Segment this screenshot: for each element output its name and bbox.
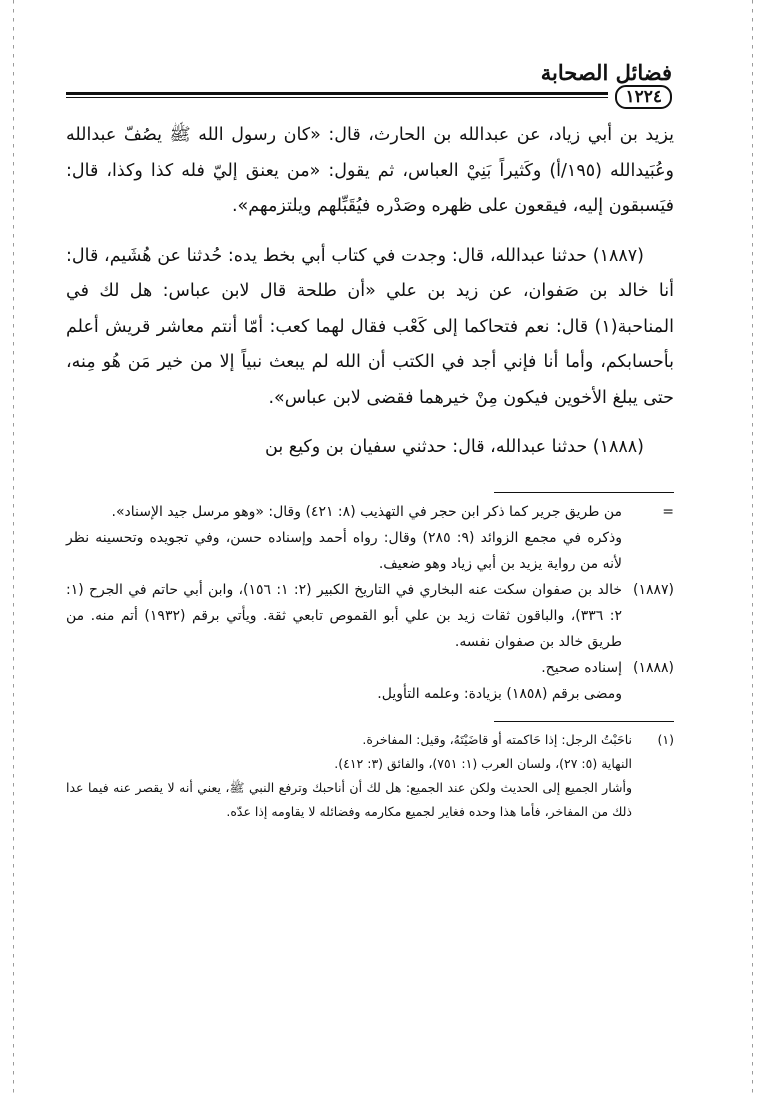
book-page	[66, 56, 674, 824]
notes-separator	[494, 492, 674, 493]
note-key: =	[662, 503, 674, 520]
note-body	[66, 655, 622, 707]
scan-edge-left	[13, 0, 14, 1098]
page-number: ١٢٢٤	[615, 85, 672, 109]
note-line: خالد بن صفوان سكت عنه البخاري في التاريخ الكبير (٢: ١: ١٥٦)، وابن أبي حاتم في الجرح (١: ٢: ٣٣٦)، والباقون ثقات زيد بن علي أبو القموص تابعي ثقة. ويأتي برقم (١٩٣٢) أتم منه. من طريق خالد بن صفوان نفسه.	[66, 581, 622, 650]
note-line: وذكره في مجمع الزوائد (٩: ٢٨٥) وقال: رواه أحمد وإسناده حسن، وفي تجويده وتحسينه نظر لأنه من رواية يزيد بن أبي زياد وهو ضعيف.	[66, 529, 622, 572]
note-1888	[66, 655, 674, 707]
footnote-body	[66, 728, 632, 824]
note-line: من طريق جرير كما ذكر ابن حجر في التهذيب (٨: ٤٢١) وقال: «وهو مرسل جيد الإسناد».	[111, 503, 622, 520]
running-title: فضائل الصحابة	[540, 60, 672, 85]
note-1887	[66, 577, 674, 655]
header-rule-thin	[66, 97, 608, 98]
note-line: ومضى برقم (١٨٥٨) بزيادة: وعلمه التأويل.	[377, 685, 622, 702]
commentary-notes	[66, 499, 674, 707]
footnote-line: ناحَبْتُ الرجل: إذا حَاكمته أو قاضَيْتَهُ، وقيل: المفاخرة.	[362, 731, 632, 747]
header-rule-thick	[66, 92, 608, 95]
footnote-key: (١)	[657, 731, 674, 747]
page-header	[66, 56, 674, 107]
note-key: (١٨٨٧)	[632, 581, 674, 598]
footnotes-separator	[494, 721, 674, 722]
footnote-line: النهاية (٥: ٢٧)، ولسان العرب (١: ٧٥١)، والفائق (٣: ٤١٢).	[334, 755, 632, 771]
note-body	[66, 499, 622, 577]
main-text	[66, 118, 674, 466]
note-continued	[66, 499, 674, 577]
paragraph-hadith-1888: (١٨٨٨) حدثنا عبدالله، قال: حدثني سفيان بن وكيع بن	[265, 437, 644, 457]
note-body	[66, 577, 622, 655]
note-line: إسناده صحيح.	[541, 659, 622, 676]
footnote-line: وأشار الجميع إلى الحديث ولكن عند الجميع: هل لك أن أناحبك وترفع النبي ﷺ، يعني أنه لا يقصر عنه فيما عدا ذلك من المفاخر، فأما هذا وحده فغاير لجميع مكارمه وفضائله لا يقاومه إذا عدّه.	[66, 779, 632, 819]
note-key: (١٨٨٨)	[632, 659, 674, 676]
paragraph-hadith-1887: (١٨٨٧) حدثنا عبدالله، قال: وجدت في كتاب أبي بخط يده: حُدثنا عن هُشَيم، قال: أنا خالد بن صَفوان، عن زيد بن علي «أن طلحة قال لابن عباس: هل لك في المناحبة(١) قال: نعم فتحاكما إلى كَعْب فقال لهما كعب: أمّا أنتم معاشر قريش أعلم بأحسابكم، وأما أنا فإني أجد في الكتب أن الله لم يبعث نبياً إلا من خير مَن هُو مِنه، حتى يبلغ الأخوين فيكون مِنْ خيرهما فقضى لابن عباس».	[66, 245, 674, 408]
footnote-1	[66, 728, 674, 824]
paragraph: يزيد بن أبي زياد، عن عبدالله بن الحارث، قال: «كان رسول الله ﷺ يصُفّ عبدالله وعُبَيدالله (١٩٥/أ) وكَثيراً بَنِيْ العباس، ثم يقول: «من يعنق إليّ فله كذا وكذا، قال: فيَسبقون إليه، فيقعون على ظهره وصَدْره فيُقَبِّلهم ويلتزمهم».	[66, 125, 675, 216]
footnotes	[66, 728, 674, 824]
scan-edge-right	[752, 0, 753, 1098]
